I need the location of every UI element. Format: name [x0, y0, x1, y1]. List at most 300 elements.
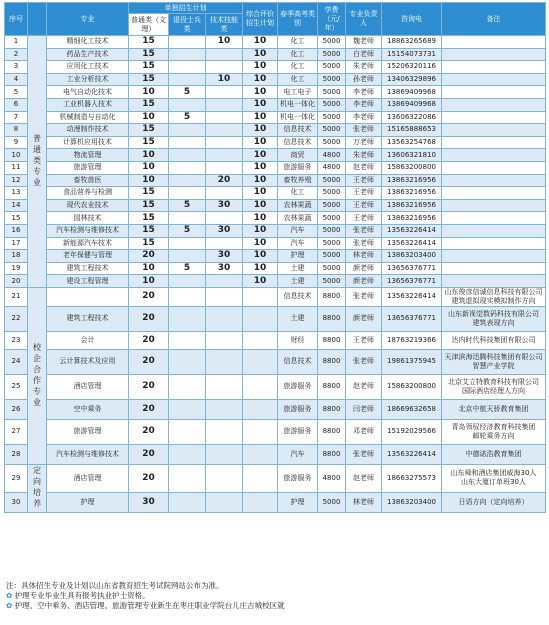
cell-major: 药品生产技术	[47, 48, 129, 61]
cell-phone: 13863216956	[382, 199, 442, 212]
cell-general: 15	[129, 237, 169, 250]
cell-comprehensive: 10	[243, 61, 278, 74]
cell-phone: 15154073731	[382, 48, 442, 61]
cell-leader: 王老师	[346, 331, 382, 349]
cell-major: 汽车检测与维修技术	[47, 444, 129, 464]
cell-comprehensive: 10	[243, 174, 278, 187]
cell-leader: 万老师	[346, 136, 382, 149]
note-2: ✿ 护理专业毕业生具有报考执业护士资格。	[6, 591, 150, 600]
category-directed: 定向培养	[28, 464, 47, 512]
cell-leader: 朱老师	[346, 149, 382, 162]
cell-remark	[442, 48, 546, 61]
cell-phone: 13606322086	[382, 111, 442, 124]
table-row	[5, 98, 546, 111]
cell-spring: 信息技术	[278, 124, 318, 137]
cell-tuition: 5000	[318, 124, 346, 137]
cell-leader: 赵老师	[346, 374, 382, 399]
cell-tuition: 8800	[318, 331, 346, 349]
table-row	[5, 287, 546, 306]
cell-veteran	[169, 149, 206, 162]
cell-skill	[206, 161, 243, 174]
table-row	[5, 262, 546, 275]
cell-skill	[206, 492, 243, 512]
cell-general: 15	[129, 224, 169, 237]
cell-spring: 护理	[278, 250, 318, 263]
cell-major: 食品营养与检测	[47, 187, 129, 200]
cell-phone: 13863216956	[382, 212, 442, 225]
cell-seq: 22	[5, 306, 28, 331]
cell-veteran	[169, 306, 206, 331]
cell-seq: 18	[5, 250, 28, 263]
cell-seq: 15	[5, 212, 28, 225]
cell-remark	[442, 111, 546, 124]
cell-spring: 化工	[278, 73, 318, 86]
cell-tuition: 8800	[318, 419, 346, 444]
cell-spring: 汽车	[278, 237, 318, 250]
cell-remark: 中德诺浩教育集团	[442, 444, 546, 464]
cell-comprehensive	[243, 331, 278, 349]
cell-tuition: 5000	[318, 48, 346, 61]
cell-tuition: 5000	[318, 212, 346, 225]
cell-phone: 15165888653	[382, 124, 442, 137]
cell-general: 15	[129, 136, 169, 149]
table-row	[5, 275, 546, 288]
cell-seq: 11	[5, 161, 28, 174]
cell-leader: 颜老师	[346, 275, 382, 288]
cell-major: 老年保健与管理	[47, 250, 129, 263]
table-row	[5, 224, 546, 237]
cell-spring: 化工	[278, 48, 318, 61]
cell-seq: 24	[5, 349, 28, 374]
cell-seq: 12	[5, 174, 28, 187]
cell-phone: 18669632658	[382, 399, 442, 419]
cell-seq: 13	[5, 187, 28, 200]
cell-comprehensive	[243, 349, 278, 374]
cell-veteran	[169, 187, 206, 200]
cell-major: 酒店管理	[47, 464, 129, 492]
cell-skill: 30	[206, 262, 243, 275]
cell-spring: 化工	[278, 61, 318, 74]
cell-spring: 农林果蔬	[278, 212, 318, 225]
cell-phone: 18663275573	[382, 464, 442, 492]
cell-remark: 山东俊彦信诚信息科技有限公司 建筑虚拟现实模拟制作方向	[442, 287, 546, 306]
cell-major: 应用化工技术	[47, 61, 129, 74]
cell-remark	[442, 86, 546, 99]
cell-phone: 13863203400	[382, 492, 442, 512]
cell-phone: 15192029566	[382, 419, 442, 444]
cell-phone: 15863200800	[382, 161, 442, 174]
cell-general: 15	[129, 48, 169, 61]
cell-skill	[206, 98, 243, 111]
cell-tuition: 8800	[318, 444, 346, 464]
table-row	[5, 492, 546, 512]
cell-leader: 邓老师	[346, 419, 382, 444]
header-comprehensive: 综合评价招生计划	[243, 3, 278, 36]
cell-major: 旅游管理	[47, 161, 129, 174]
cell-seq: 16	[5, 224, 28, 237]
header-category	[28, 3, 47, 36]
cell-skill	[206, 149, 243, 162]
cell-major: 护理	[47, 492, 129, 512]
cell-comprehensive: 10	[243, 237, 278, 250]
cell-general: 20	[129, 250, 169, 263]
cell-phone: 13863203400	[382, 250, 442, 263]
cell-leader: 李老师	[346, 98, 382, 111]
cell-veteran	[169, 492, 206, 512]
cell-spring: 土建	[278, 306, 318, 331]
cell-skill	[206, 212, 243, 225]
cell-leader: 白老师	[346, 48, 382, 61]
cell-major: 酒店管理	[47, 374, 129, 399]
cell-phone: 13563226414	[382, 237, 442, 250]
cell-spring: 机电一体化	[278, 98, 318, 111]
cell-general: 20	[129, 399, 169, 419]
table-header	[5, 3, 546, 36]
cell-leader: 林老师	[346, 250, 382, 263]
cell-leader: 王老师	[346, 187, 382, 200]
cell-skill	[206, 419, 243, 444]
cell-leader: 颜老师	[346, 306, 382, 331]
cell-skill	[206, 86, 243, 99]
cell-major: 汽车检测与维修技术	[47, 224, 129, 237]
cell-tuition: 5000	[318, 98, 346, 111]
cell-general: 15	[129, 36, 169, 49]
cell-skill	[206, 349, 243, 374]
cell-remark: 北京艾立特教育科技有限公司 国际酒店经理人方向	[442, 374, 546, 399]
cell-veteran	[169, 73, 206, 86]
header-plan-group: 单独招生计划	[129, 3, 243, 14]
cell-major	[47, 287, 129, 306]
cell-comprehensive: 10	[243, 199, 278, 212]
table-row	[5, 161, 546, 174]
table-row	[5, 237, 546, 250]
cell-tuition: 5000	[318, 61, 346, 74]
cell-general: 15	[129, 73, 169, 86]
header-major: 专业	[47, 3, 129, 36]
cell-remark	[442, 36, 546, 49]
table-row	[5, 212, 546, 225]
cell-major: 建筑工程技术	[47, 262, 129, 275]
cell-major: 工业机器人技术	[47, 98, 129, 111]
cell-general: 10	[129, 161, 169, 174]
cell-leader: 张老师	[346, 124, 382, 137]
cell-tuition: 5000	[318, 237, 346, 250]
cell-tuition: 5000	[318, 111, 346, 124]
cell-phone: 13606321810	[382, 149, 442, 162]
cell-veteran	[169, 399, 206, 419]
cell-spring: 信息技术	[278, 287, 318, 306]
cell-phone: 13656376771	[382, 306, 442, 331]
cell-remark	[442, 262, 546, 275]
cell-major: 计算机应用技术	[47, 136, 129, 149]
cell-spring: 汽车	[278, 444, 318, 464]
cell-spring: 电工电子	[278, 86, 318, 99]
cell-seq: 7	[5, 111, 28, 124]
cell-leader: 孙老师	[346, 73, 382, 86]
cell-spring: 化工	[278, 36, 318, 49]
cell-remark: 日语方向（定向培养）	[442, 492, 546, 512]
cell-tuition: 4800	[318, 464, 346, 492]
cell-seq: 23	[5, 331, 28, 349]
cell-seq: 4	[5, 73, 28, 86]
cell-phone: 13406329896	[382, 73, 442, 86]
cell-comprehensive: 10	[243, 48, 278, 61]
cell-seq: 8	[5, 124, 28, 137]
cell-comprehensive: 10	[243, 187, 278, 200]
note-1: 注：具体招生专业及计划以山东省教育招生考试院网站公布为准。	[6, 581, 224, 590]
cell-comprehensive: 10	[243, 212, 278, 225]
cell-veteran	[169, 374, 206, 399]
cell-skill	[206, 287, 243, 306]
cell-spring: 旅游服务	[278, 374, 318, 399]
cell-leader: 朱老师	[346, 61, 382, 74]
cell-veteran	[169, 349, 206, 374]
cell-general: 15	[129, 199, 169, 212]
cell-general: 20	[129, 306, 169, 331]
cell-comprehensive: 10	[243, 124, 278, 137]
cell-remark: 达内时代科技集团有限公司	[442, 331, 546, 349]
cell-tuition: 5000	[318, 224, 346, 237]
cell-remark	[442, 224, 546, 237]
cell-seq: 10	[5, 149, 28, 162]
cell-spring: 旅游服务	[278, 419, 318, 444]
cell-veteran	[169, 136, 206, 149]
cell-spring: 旅游服务	[278, 464, 318, 492]
cell-general: 20	[129, 287, 169, 306]
cell-leader: 林老师	[346, 492, 382, 512]
table-row	[5, 349, 546, 374]
cell-spring: 商贸	[278, 149, 318, 162]
cell-major: 空中乘务	[47, 399, 129, 419]
cell-tuition: 8800	[318, 306, 346, 331]
cell-leader: 魏老师	[346, 36, 382, 49]
enrollment-table-container	[4, 2, 545, 513]
cell-major: 畜牧兽医	[47, 174, 129, 187]
cell-major: 园林技术	[47, 212, 129, 225]
cell-phone: 13563254768	[382, 136, 442, 149]
cell-tuition: 5000	[318, 275, 346, 288]
cell-comprehensive	[243, 374, 278, 399]
cell-general: 20	[129, 444, 169, 464]
cell-major: 建筑工程技术	[47, 306, 129, 331]
cell-seq: 26	[5, 399, 28, 419]
table-row	[5, 444, 546, 464]
cell-veteran	[169, 331, 206, 349]
cell-general: 15	[129, 98, 169, 111]
cell-phone: 19861375945	[382, 349, 442, 374]
cell-major: 机械制造与自动化	[47, 111, 129, 124]
table-row	[5, 174, 546, 187]
cell-seq: 17	[5, 237, 28, 250]
cell-remark	[442, 250, 546, 263]
cell-comprehensive	[243, 287, 278, 306]
cell-veteran	[169, 419, 206, 444]
cell-general: 10	[129, 174, 169, 187]
cell-skill	[206, 237, 243, 250]
table-row	[5, 149, 546, 162]
cell-general: 15	[129, 124, 169, 137]
cell-seq: 2	[5, 48, 28, 61]
cell-skill	[206, 275, 243, 288]
cell-phone: 13869409968	[382, 98, 442, 111]
cell-leader: 李老师	[346, 86, 382, 99]
cell-comprehensive	[243, 492, 278, 512]
cell-general: 15	[129, 187, 169, 200]
cell-veteran: 5	[169, 111, 206, 124]
cell-spring: 农林果蔬	[278, 199, 318, 212]
cell-leader: 闫老师	[346, 399, 382, 419]
cell-major: 物流管理	[47, 149, 129, 162]
cell-phone: 15206320116	[382, 61, 442, 74]
cell-general: 20	[129, 464, 169, 492]
cell-skill	[206, 374, 243, 399]
cell-major: 云计算技术及应用	[47, 349, 129, 374]
cell-remark	[442, 149, 546, 162]
cell-spring: 信息技术	[278, 349, 318, 374]
cell-spring: 旅游服务	[278, 399, 318, 419]
cell-spring: 旅游服务	[278, 161, 318, 174]
cell-phone: 13656376771	[382, 262, 442, 275]
cell-veteran: 5	[169, 86, 206, 99]
cell-spring: 信息技术	[278, 136, 318, 149]
cell-veteran	[169, 287, 206, 306]
cell-tuition: 5000	[318, 199, 346, 212]
cell-general: 10	[129, 275, 169, 288]
cell-general: 10	[129, 111, 169, 124]
cell-leader: 赵老师	[346, 464, 382, 492]
cell-leader: 张老师	[346, 349, 382, 374]
cell-phone: 13656376771	[382, 275, 442, 288]
cell-skill: 10	[206, 36, 243, 49]
cell-leader: 张老师	[346, 444, 382, 464]
category-general: 普通类专业	[28, 36, 47, 288]
cell-skill: 30	[206, 250, 243, 263]
cell-remark	[442, 136, 546, 149]
cell-skill	[206, 187, 243, 200]
cell-comprehensive	[243, 399, 278, 419]
cell-phone: 18763219366	[382, 331, 442, 349]
cell-leader: 张老师	[346, 224, 382, 237]
cell-tuition: 4800	[318, 161, 346, 174]
cell-tuition: 5000	[318, 262, 346, 275]
cell-veteran	[169, 98, 206, 111]
cell-tuition: 8800	[318, 287, 346, 306]
cell-skill: 20	[206, 174, 243, 187]
cell-veteran	[169, 61, 206, 74]
cell-remark	[442, 199, 546, 212]
cell-remark: 青岛领驭经济教育科技集团 邮轮乘务方向	[442, 419, 546, 444]
header-leader: 专业负责人	[346, 3, 382, 36]
cell-remark: 山东舜和酒店集团威海30人 山东大厦订单班30人	[442, 464, 546, 492]
cell-leader: 赵老师	[346, 161, 382, 174]
cell-skill	[206, 61, 243, 74]
cell-major: 现代农业技术	[47, 199, 129, 212]
cell-phone: 13563226414	[382, 287, 442, 306]
cell-skill	[206, 331, 243, 349]
cell-comprehensive	[243, 306, 278, 331]
cell-leader: 王老师	[346, 174, 382, 187]
cell-remark: 北京中航天骄教育集团	[442, 399, 546, 419]
cell-skill	[206, 464, 243, 492]
cell-phone: 15863200800	[382, 374, 442, 399]
cell-skill	[206, 306, 243, 331]
cell-spring: 化工	[278, 187, 318, 200]
table-row	[5, 250, 546, 263]
cell-spring: 畜牧养殖	[278, 174, 318, 187]
cell-general: 10	[129, 86, 169, 99]
table-row	[5, 136, 546, 149]
cell-veteran	[169, 464, 206, 492]
cell-veteran	[169, 250, 206, 263]
cell-spring: 机电一体化	[278, 111, 318, 124]
cell-remark	[442, 275, 546, 288]
cell-leader: 张老师	[346, 237, 382, 250]
cell-veteran	[169, 124, 206, 137]
cell-veteran: 5	[169, 262, 206, 275]
table-row	[5, 124, 546, 137]
header-phone: 咨询电	[382, 3, 442, 36]
cell-comprehensive: 10	[243, 136, 278, 149]
cell-comprehensive: 10	[243, 111, 278, 124]
cell-skill	[206, 399, 243, 419]
cell-comprehensive: 10	[243, 161, 278, 174]
cell-skill	[206, 48, 243, 61]
cell-skill	[206, 136, 243, 149]
cell-tuition: 5000	[318, 492, 346, 512]
cell-major: 动漫制作技术	[47, 124, 129, 137]
cell-comprehensive: 10	[243, 73, 278, 86]
cell-remark	[442, 98, 546, 111]
cell-tuition: 4800	[318, 149, 346, 162]
cell-comprehensive: 10	[243, 149, 278, 162]
cell-major: 新能源汽车技术	[47, 237, 129, 250]
cell-seq: 27	[5, 419, 28, 444]
cell-phone: 13869409968	[382, 86, 442, 99]
header-tuition: 学费（元/年）	[318, 3, 346, 36]
cell-veteran	[169, 444, 206, 464]
cell-phone: 13863216956	[382, 187, 442, 200]
cell-leader: 颜老师	[346, 262, 382, 275]
cell-seq: 20	[5, 275, 28, 288]
cell-major: 精细化工技术	[47, 36, 129, 49]
header-veteran: 退役士兵类	[169, 14, 206, 36]
cell-spring: 护理	[278, 492, 318, 512]
cell-spring: 土建	[278, 262, 318, 275]
table-row	[5, 374, 546, 399]
cell-veteran	[169, 174, 206, 187]
table-row	[5, 73, 546, 86]
cell-phone: 13863216956	[382, 174, 442, 187]
cell-tuition: 8800	[318, 399, 346, 419]
table-row	[5, 48, 546, 61]
cell-remark	[442, 73, 546, 86]
cell-general: 30	[129, 492, 169, 512]
cell-tuition: 5000	[318, 36, 346, 49]
cell-skill: 30	[206, 199, 243, 212]
cell-comprehensive: 10	[243, 262, 278, 275]
header-general: 普通类（文理）	[129, 14, 169, 36]
cell-tuition: 5000	[318, 250, 346, 263]
header-spring: 春季高考类别	[278, 3, 318, 36]
cell-remark	[442, 187, 546, 200]
cell-comprehensive	[243, 419, 278, 444]
table-body	[5, 36, 546, 513]
cell-major: 电气自动化技术	[47, 86, 129, 99]
table-row	[5, 331, 546, 349]
cell-veteran: 5	[169, 224, 206, 237]
cell-comprehensive: 10	[243, 224, 278, 237]
cell-general: 10	[129, 262, 169, 275]
